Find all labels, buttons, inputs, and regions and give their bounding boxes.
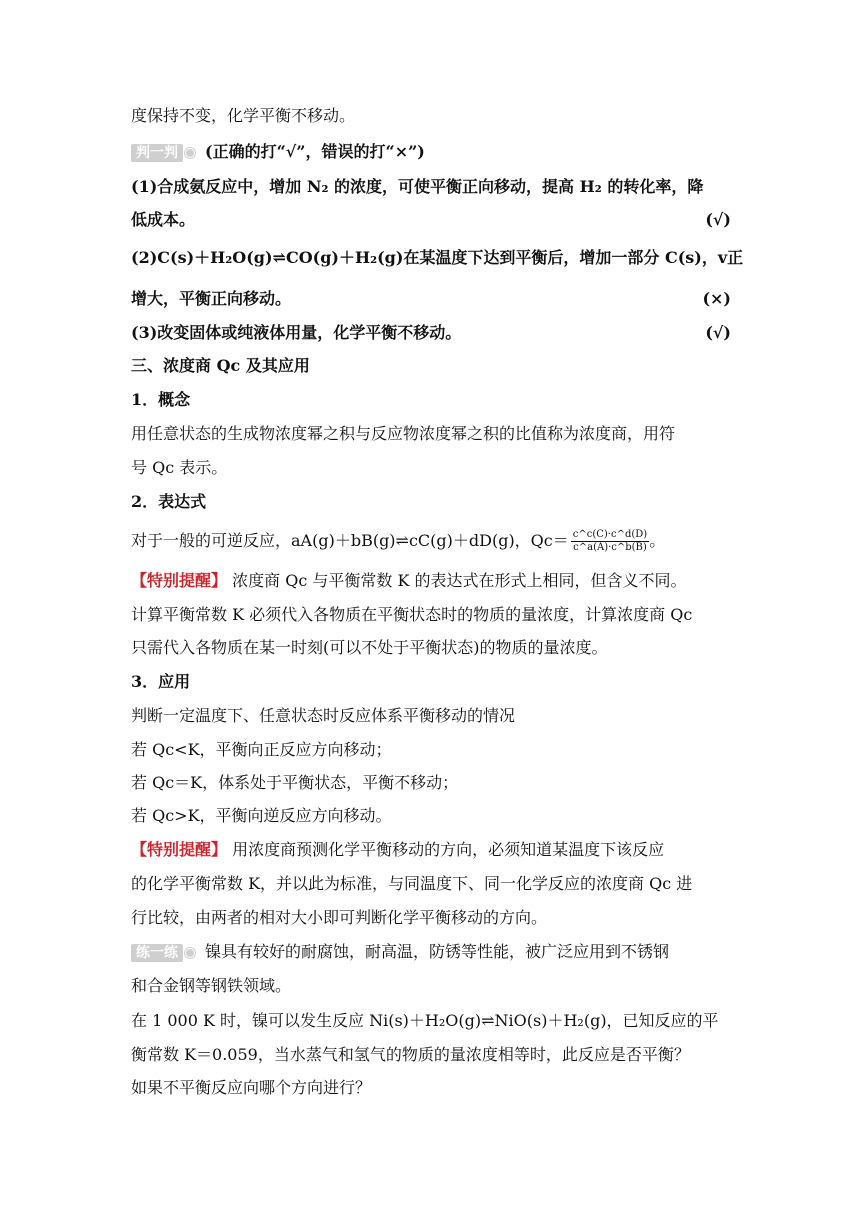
bullet-icon <box>185 148 195 158</box>
tip-1-line-b: 计算平衡常数 K 必须代入各物质在平衡状态时的物质的量浓度，计算浓度商 Qc <box>131 605 693 624</box>
practice-line-2: 和合金钢等钢铁领域。 <box>131 976 292 995</box>
expression-end: 。 <box>649 531 666 550</box>
practice-text-1: 镍具有较好的耐腐蚀，耐高温，防锈等性能，被广泛应用到不锈钢 <box>205 942 670 961</box>
expression-line <box>131 529 731 554</box>
question-2-line-a: (2)C(s)＋H₂O(g)⇌CO(g)＋H₂(g)在某温度下达到平衡后，增加一部分 C(s)，v正 <box>131 248 744 267</box>
tip-2-text-a: 用浓度商预测化学平衡移动的方向，必须知道某温度下该反应 <box>232 840 665 859</box>
tip-1-line-a <box>131 570 731 592</box>
question-3-text: (3)改变固体或纯液体用量，化学平衡不移动。 <box>131 323 462 342</box>
subheading-expression: 2．表达式 <box>131 492 207 511</box>
tip-1-line-c: 只需代入各物质在某一时刻(可以不处于平衡状态)的物质的量浓度。 <box>131 638 608 657</box>
concept-line-a: 用任意状态的生成物浓度幂之积与反应物浓度幂之积的比值称为浓度商，用符 <box>131 424 676 443</box>
question-3-line <box>131 322 731 344</box>
tip-label: 【特别提醒】 <box>131 840 228 859</box>
expression-text: 对于一般的可逆反应，aA(g)＋bB(g)⇌cC(g)＋dD(g)，Qc＝ <box>131 531 569 550</box>
practice-line-3: 在 1 000 K 时，镍可以发生反应 Ni(s)＋H₂O(g)⇌NiO(s)＋H₂(g)，已知反应的平 <box>131 1011 719 1030</box>
application-case-2: 若 Qc＝K，体系处于平衡状态，平衡不移动； <box>131 773 459 792</box>
judge-heading <box>131 141 731 163</box>
question-1-text: 低成本。 <box>131 210 196 229</box>
tip-2-line-c: 行比较，由两者的相对大小即可判断化学平衡移动的方向。 <box>131 908 548 927</box>
judge-badge: 判一判 <box>131 144 183 162</box>
application-intro: 判断一定温度下、任意状态时反应体系平衡移动的情况 <box>131 706 516 725</box>
application-case-3: 若 Qc>K，平衡向逆反应方向移动。 <box>131 806 392 825</box>
tip-2-line-b: 的化学平衡常数 K，并以此为标准，与同温度下、同一化学反应的浓度商 Qc 进 <box>131 874 693 893</box>
text-line: 度保持不变，化学平衡不移动。 <box>131 106 356 125</box>
question-1-line-b <box>131 209 731 231</box>
question-1-line-a: (1)合成氨反应中，增加 N₂ 的浓度，可使平衡正向移动，提高 H₂ 的转化率，降 <box>131 177 704 196</box>
practice-line-1 <box>131 941 731 963</box>
question-1-mark: (√) <box>705 210 731 229</box>
question-2-text: 增大，平衡正向移动。 <box>131 289 292 308</box>
fraction-denominator: c^a(A)·c^b(B) <box>573 542 647 553</box>
fraction-numerator: c^c(C)·c^d(D) <box>572 529 648 540</box>
question-3-mark: (√) <box>705 323 731 342</box>
judge-hint: (正确的打“√”，错误的打“×”) <box>205 142 425 161</box>
question-2-mark: (×) <box>702 289 731 308</box>
practice-line-4: 衡常数 K＝0.059，当水蒸气和氢气的物质的量浓度相等时，此反应是否平衡？ <box>131 1045 690 1064</box>
tip-1-text-a: 浓度商 Qc 与平衡常数 K 的表达式在形式上相同，但含义不同。 <box>232 571 687 590</box>
concept-line-b: 号 Qc 表示。 <box>131 458 228 477</box>
qc-fraction <box>571 529 649 554</box>
section-heading: 三、浓度商 Qc 及其应用 <box>131 356 310 375</box>
bullet-icon <box>185 948 195 958</box>
subheading-application: 3．应用 <box>131 672 191 691</box>
subheading-concept: 1．概念 <box>131 390 191 409</box>
practice-line-5: 如果不平衡反应向哪个方向进行？ <box>131 1078 372 1097</box>
question-2-line-b <box>131 288 731 310</box>
application-case-1: 若 Qc<K，平衡向正反应方向移动； <box>131 740 392 759</box>
tip-2-line-a <box>131 839 731 861</box>
practice-badge: 练一练 <box>131 944 183 962</box>
tip-label: 【特别提醒】 <box>131 571 228 590</box>
